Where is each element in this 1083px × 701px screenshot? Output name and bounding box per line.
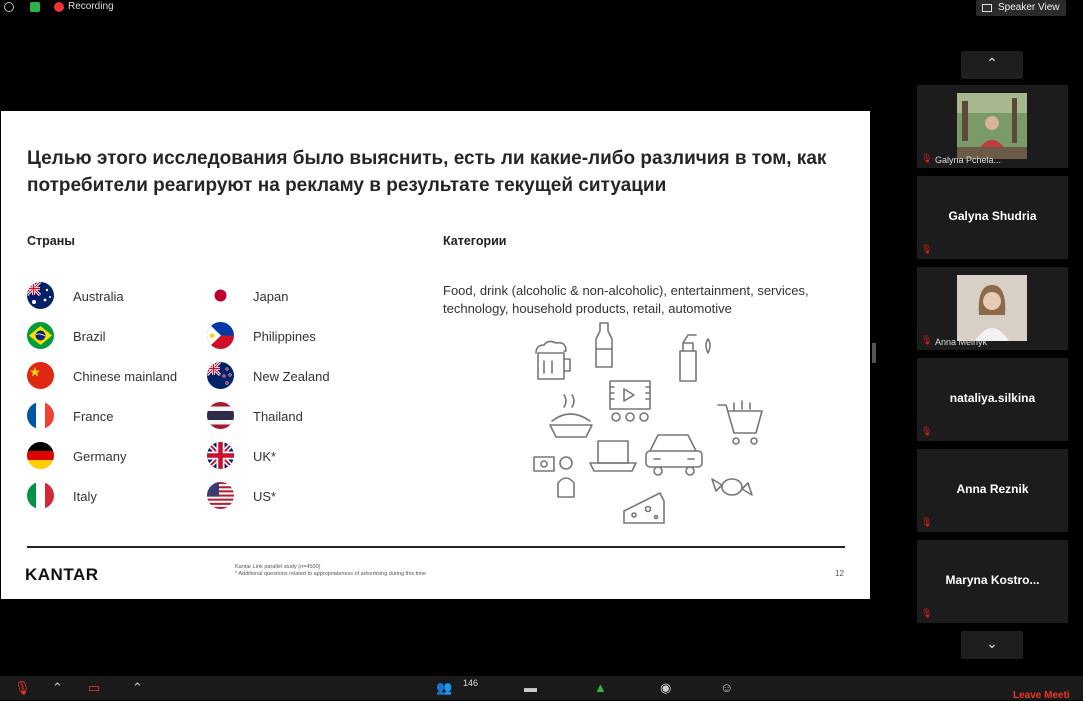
country-name: Germany	[73, 449, 127, 464]
cheese-icon	[624, 493, 664, 523]
japan-flag-icon	[207, 282, 234, 309]
country-name: Thailand	[253, 409, 303, 424]
recording-label: Recording	[68, 1, 114, 12]
participant-name: Anna Melnyk	[935, 337, 988, 347]
spray-bottle-icon	[680, 335, 710, 381]
country-name: Brazil	[73, 329, 106, 344]
participant-name: Maryna Kostro...	[945, 573, 1040, 587]
info-icon[interactable]	[4, 2, 14, 12]
reactions-icon[interactable]: ☺	[720, 680, 734, 695]
view-grid-icon	[982, 4, 992, 12]
shopping-cart-icon	[718, 401, 762, 444]
slide-title: Целью этого исследования было выяснить, есть ли какие-либо различия в том, как потребители реагируют на рекламу в результате текущей ситуации	[27, 148, 827, 196]
country-name: UK*	[253, 449, 277, 464]
categories-heading: Категории	[443, 234, 507, 248]
meeting-toolbar	[0, 676, 1083, 700]
page-number: 12	[835, 569, 844, 578]
participant-tile[interactable]	[917, 449, 1068, 532]
video-frame	[957, 93, 1027, 159]
participant-name: Anna Reznik	[956, 482, 1029, 496]
italy-flag-icon	[27, 482, 54, 509]
beer-mug-icon	[536, 341, 570, 379]
record-icon[interactable]: ◉	[660, 680, 672, 695]
country-name: France	[73, 409, 114, 424]
country-name: Japan	[253, 289, 289, 304]
participant-tile[interactable]	[917, 358, 1068, 441]
chevron-up-icon: ⌃	[986, 55, 998, 71]
footnote-line: Kantar Link parallel study (n=4500)	[235, 564, 321, 570]
pie-icon	[550, 395, 592, 437]
meeting-top-bar	[0, 0, 1083, 16]
footer-divider	[27, 546, 845, 548]
uk-flag-icon	[207, 442, 234, 469]
participants-icon[interactable]: 👥	[436, 680, 453, 695]
participant-tile[interactable]	[917, 85, 1068, 168]
video-frame	[957, 275, 1027, 341]
soda-bottle-icon	[596, 323, 612, 367]
scroll-down-button[interactable]	[961, 631, 1023, 659]
participant-video	[957, 93, 1027, 159]
candy-icon	[712, 479, 752, 495]
category-icons-illustration	[528, 321, 768, 526]
mic-muted-icon: 🎙	[921, 608, 933, 618]
participants-count: 146	[463, 678, 479, 688]
categories-text: Food, drink (alcoholic & non-alcoholic), entertainment, services, technology, household products, retail, automotive	[443, 283, 809, 316]
speaker-view-button[interactable]	[976, 0, 1066, 16]
recording-icon	[54, 2, 64, 12]
laptop-icon	[590, 441, 636, 471]
scroll-up-button[interactable]	[961, 51, 1023, 79]
mic-muted-icon: 🎙	[921, 426, 933, 436]
customer-service-icon	[534, 457, 574, 497]
germany-flag-icon	[27, 442, 54, 469]
us-flag-icon	[207, 482, 234, 509]
panel-resize-handle[interactable]	[872, 343, 876, 363]
mic-muted-icon: 🎙	[921, 517, 933, 527]
stop-video-button[interactable]: ▭	[88, 680, 101, 695]
audio-options-icon[interactable]: ⌃	[52, 680, 63, 695]
kantar-logo: KANTAR	[25, 565, 99, 584]
country-name: New Zealand	[253, 369, 330, 384]
mic-muted-icon: 🎙	[921, 153, 933, 163]
footnote	[235, 564, 426, 578]
countries-heading: Страны	[27, 234, 75, 248]
philippines-flag-icon	[207, 322, 234, 349]
country-name: Philippines	[253, 329, 316, 344]
country-name: Italy	[73, 489, 97, 504]
australia-flag-icon	[27, 282, 54, 309]
lock-icon[interactable]	[30, 2, 40, 12]
france-flag-icon	[27, 402, 54, 429]
new-zealand-flag-icon	[207, 362, 234, 389]
participant-name: Galyna Shudria	[948, 209, 1037, 223]
footnote-line: * Additional questions related to appropriateness of advertising during this time	[235, 571, 427, 577]
thailand-flag-icon	[207, 402, 234, 429]
mic-muted-icon: 🎙	[921, 244, 933, 254]
participant-tile[interactable]	[917, 176, 1068, 259]
participant-tile[interactable]	[917, 267, 1068, 350]
china-flag-icon	[27, 362, 54, 389]
chevron-down-icon: ⌄	[986, 635, 998, 651]
leave-meeting-button[interactable]: Leave Meeti	[1013, 690, 1070, 701]
mic-muted-icon: 🎙	[921, 335, 933, 345]
car-icon	[646, 435, 702, 475]
video-options-icon[interactable]: ⌃	[132, 680, 143, 695]
mute-button[interactable]: 🎙	[14, 680, 31, 695]
country-name: US*	[253, 489, 277, 504]
brazil-flag-icon	[27, 322, 54, 349]
country-name: Chinese mainland	[73, 369, 178, 384]
speaker-view-label: Speaker View	[998, 2, 1060, 13]
shared-slide	[1, 111, 870, 599]
cinema-screen-icon	[610, 381, 650, 421]
country-name: Australia	[73, 289, 124, 304]
participant-video	[957, 275, 1027, 341]
participant-name: nataliya.silkina	[949, 391, 1036, 405]
chat-icon[interactable]: ▬	[524, 680, 537, 695]
share-screen-icon[interactable]: ▲	[594, 680, 607, 695]
participant-tile[interactable]	[917, 540, 1068, 623]
participant-name: Galyna Pchela...	[935, 155, 1002, 165]
